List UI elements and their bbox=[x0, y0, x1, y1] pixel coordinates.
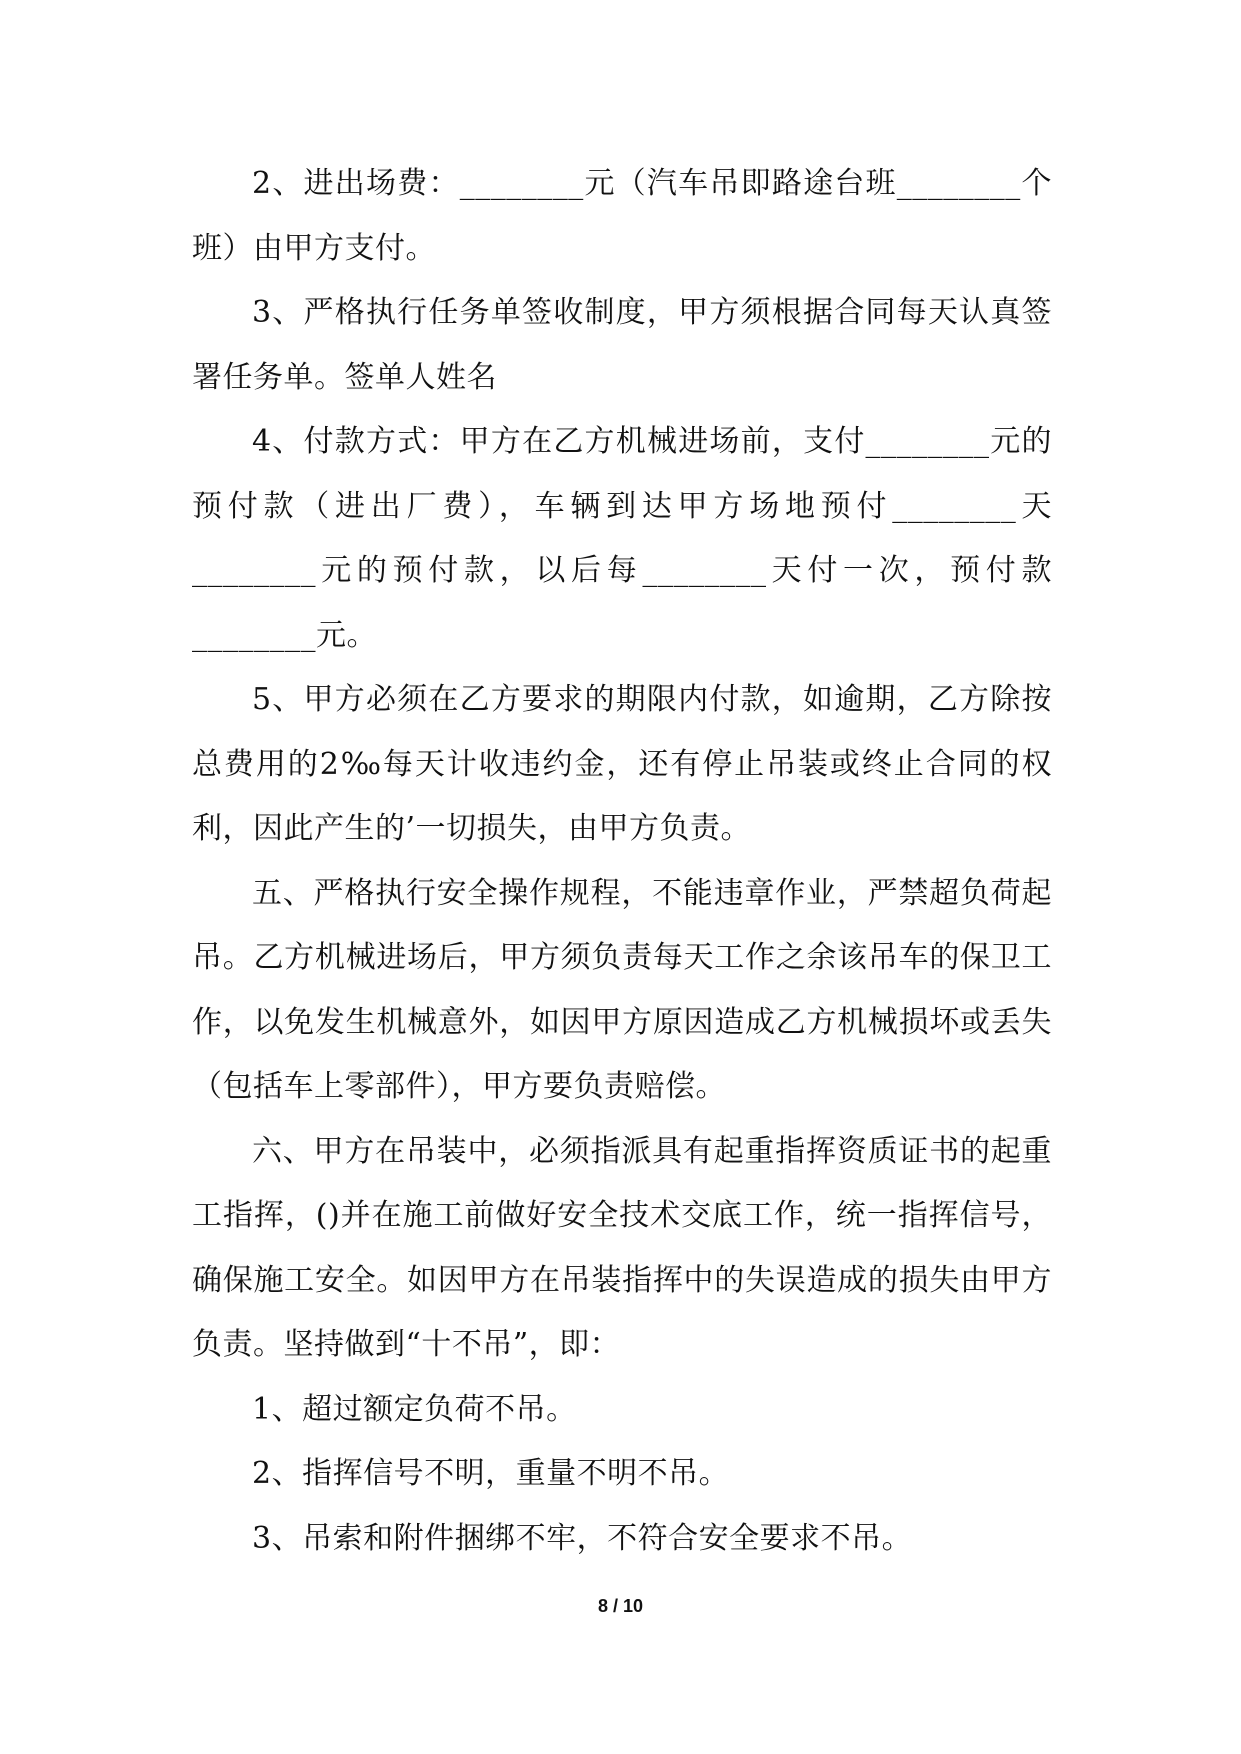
paragraph-task-sheet: 3、严格执行任务单签收制度，甲方须根据合同每天认真签署任务单。签单人姓名 bbox=[192, 295, 1052, 395]
paragraph-late-payment: 5、甲方必须在乙方要求的期限内付款，如逾期，乙方除按总费用的2‰每天计收违约金，还有停止吊装或终止合同的权利，因此产生的’一切损失，由甲方负责。 bbox=[192, 682, 1052, 846]
page-number: 8 / 10 bbox=[597, 1596, 644, 1616]
list-item-unclear-signal: 2、指挥信号不明，重量不明不吊。 bbox=[252, 1456, 730, 1491]
paragraph-entry-fee: 2、进出场费：________元（汽车吊即路途台班________个班）由甲方支付。 bbox=[192, 166, 1052, 266]
list-item-rigging: 3、吊索和附件捆绑不牢，不符合安全要求不吊。 bbox=[252, 1520, 913, 1556]
list-item-overload: 1、超过额定负荷不吊。 bbox=[252, 1391, 577, 1427]
document-body bbox=[192, 152, 1052, 1571]
paragraph-payment-method: 4、付款方式：甲方在乙方机械进场前，支付________元的预付款（进出厂费），车辆到达甲方场地预付________天________元的预付款，以后每________天付一次，预付款________元。 bbox=[192, 424, 1052, 653]
paragraph-safety-rules: 五、严格执行安全操作规程，不能违章作业，严禁超负荷起吊。乙方机械进场后，甲方须负责每天工作之余该吊车的保卫工作，以免发生机械意外，如因甲方原因造成乙方机械损坏或丢失（包括车上零部件），甲方要负责赔偿。 bbox=[192, 875, 1052, 1104]
paragraph-lifting-command: 六、甲方在吊装中，必须指派具有起重指挥资质证书的起重工指挥，()并在施工前做好安全技术交底工作，统一指挥信号，确保施工安全。如因甲方在吊装指挥中的失误造成的损失由甲方负责。坚持做到“十不吊”，即： bbox=[192, 1133, 1052, 1362]
